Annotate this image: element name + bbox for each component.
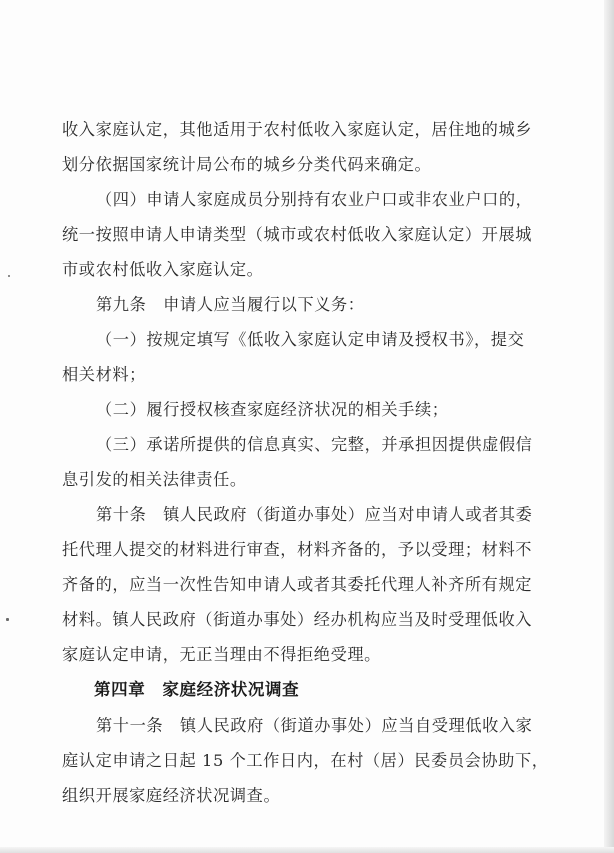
chapter-heading: 第四章 家庭经济状况调查	[94, 680, 300, 699]
scan-speck	[8, 275, 10, 277]
text-line: 庭认定申请之日起 15 个工作日内，在村（居）民委员会协助下，	[62, 751, 549, 770]
text-line: （二）履行授权核查家庭经济状况的相关手续；	[96, 400, 449, 419]
text-line: 托代理人提交的材料进行审查，材料齐备的，予以受理；材料不	[62, 540, 533, 559]
text-line: 市或农村低收入家庭认定。	[62, 260, 264, 279]
article-line: 第九条 申请人应当履行以下义务：	[96, 295, 365, 314]
text-line: （三）承诺所提供的信息真实、完整，并承担因提供虚假信	[96, 435, 533, 454]
text-line: 统一按照申请人申请类型（城市或农村低收入家庭认定）开展城	[62, 225, 533, 244]
text-line: 息引发的相关法律责任。	[62, 470, 247, 489]
page-edge-shadow	[604, 0, 614, 853]
text-line: 家庭认定申请，无正当理由不得拒绝受理。	[62, 645, 381, 664]
text-line: 材料。镇人民政府（街道办事处）经办机构应当及时受理低收入	[62, 610, 533, 629]
text-line: 齐备的，应当一次性告知申请人或者其委托代理人补齐所有规定	[62, 575, 533, 594]
text-line: 收入家庭认定，其他适用于农村低收入家庭认定，居住地的城乡	[62, 120, 533, 139]
article-line: 第十一条 镇人民政府（街道办事处）应当自受理低收入家	[96, 716, 533, 735]
document-body	[62, 112, 549, 813]
text-line: （四）申请人家庭成员分别持有农业户口或非农业户口的，	[96, 190, 533, 209]
scan-speck	[6, 618, 9, 621]
text-line: （一）按规定填写《低收入家庭认定申请及授权书》，提交	[96, 330, 525, 349]
page-bottom-edge	[0, 847, 614, 853]
text-line: 组织开展家庭经济状况调查。	[62, 786, 281, 805]
article-line: 第十条 镇人民政府（街道办事处）应当对申请人或者其委	[96, 505, 533, 524]
text-line: 划分依据国家统计局公布的城乡分类代码来确定。	[62, 155, 432, 174]
text-line: 相关材料；	[62, 365, 146, 384]
